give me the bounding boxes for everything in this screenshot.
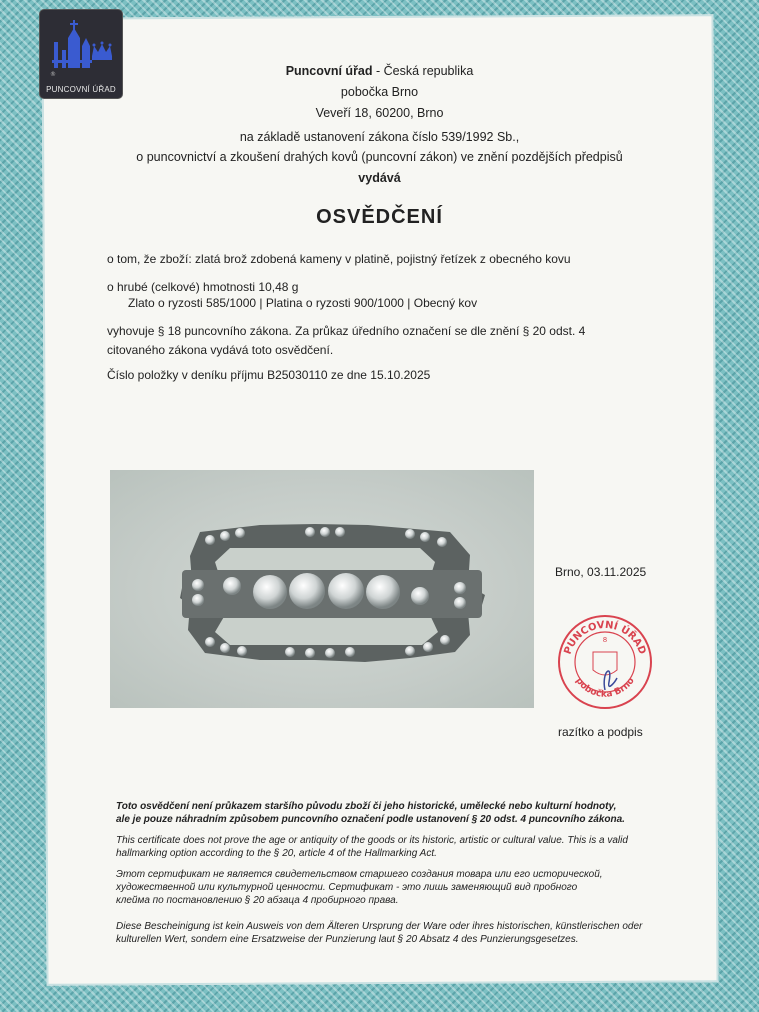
place-and-date: Brno, 03.11.2025 [555, 565, 647, 579]
disclaimer-en-line2: hallmarking option according to the § 20, article 4 of the Hallmarking Act. [116, 848, 437, 859]
stamp-number: 8 [602, 636, 608, 644]
svg-text:®: ® [50, 71, 56, 78]
gross-weight: o hrubé (celkové) hmotnosti 10,48 g [107, 280, 299, 294]
compliance-line2: citovaného zákona vydává toto osvědčení. [107, 343, 334, 357]
branch-name: pobočka Brno [340, 85, 419, 99]
disclaimer-de-line2: kulturellen Wert, sondern eine Ersatzweise der Punzierung laut § 20 Absatz 4 des Punzierungsgesetzes. [116, 934, 579, 945]
logo-text: PUNCOVNÍ ÚŘAD [46, 85, 116, 94]
issues-label: vydává [358, 171, 401, 185]
legal-basis-line1: na základě ustanovení zákona číslo 539/1992 Sb., [239, 130, 520, 144]
signature-label: razítko a podpis [558, 725, 643, 739]
goods-description: o tom, že zboží: zlatá brož zdobená kameny v platině, pojistný řetízek z obecného kovu [107, 252, 571, 266]
fineness-line: Zlato o ryzosti 585/1000 | Platina o ryzosti 900/1000 | Obecný kov [128, 296, 478, 310]
item-number: Číslo položky v deníku příjmu B25030110 ze dne 15.10.2025 [107, 368, 431, 382]
stamp-inner-text: pobočka Brno [573, 676, 637, 700]
office-name-country: - Česká republika [372, 64, 474, 78]
brooch-image [110, 470, 534, 708]
disclaimer-en-line1: This certificate does not prove the age or antiquity of the goods or its historic, artistic or cultural value. This is a valid [116, 835, 628, 846]
office-name [0, 64, 759, 78]
disclaimer-ru-line2: художественной или культурной ценности. Сертификат - это лишь заменяющий вид пробного [116, 882, 578, 893]
office-address: Veveří 18, 60200, Brno [315, 106, 444, 120]
office-name-bold: Puncovní úřad [285, 64, 373, 78]
disclaimer-cz-line1: Toto osvědčení není průkazem staršího původu zboží či jeho historické, umělecké nebo kulturní hodnoty, [116, 801, 617, 812]
official-stamp [555, 612, 655, 712]
stamp-seal-icon [555, 612, 655, 712]
disclaimer-ru-line3: клейма по постановлению § 20 абзаца 4 пробирного права. [116, 895, 399, 906]
disclaimer-cz-line2: ale je pouze náhradním způsobem puncovního označení podle ustanovení § 20 odst. 4 puncovního zákona. [116, 814, 625, 825]
brooch-photo [110, 470, 534, 708]
disclaimer-de-line1: Diese Bescheinigung ist kein Ausweis von dem Älteren Ursprung der Ware oder ihres historischen, künstlerischen oder [116, 921, 643, 932]
legal-basis-line2: o puncovnictví a zkoušení drahých kovů (puncovní zákon) ve znění pozdějších předpisů [136, 150, 623, 164]
compliance-line1: vyhovuje § 18 puncovního zákona. Za průkaz úředního označení se dle znění § 20 odst. 4 [107, 324, 586, 338]
stamp-ring-text: PUNCOVNÍ ÚŘAD [562, 619, 648, 656]
disclaimer-ru-line1: Этот сертификат не является свидетельством старшего создания товара или его исторической, [116, 869, 603, 880]
certificate-title: OSVĚDČENÍ [316, 206, 443, 228]
